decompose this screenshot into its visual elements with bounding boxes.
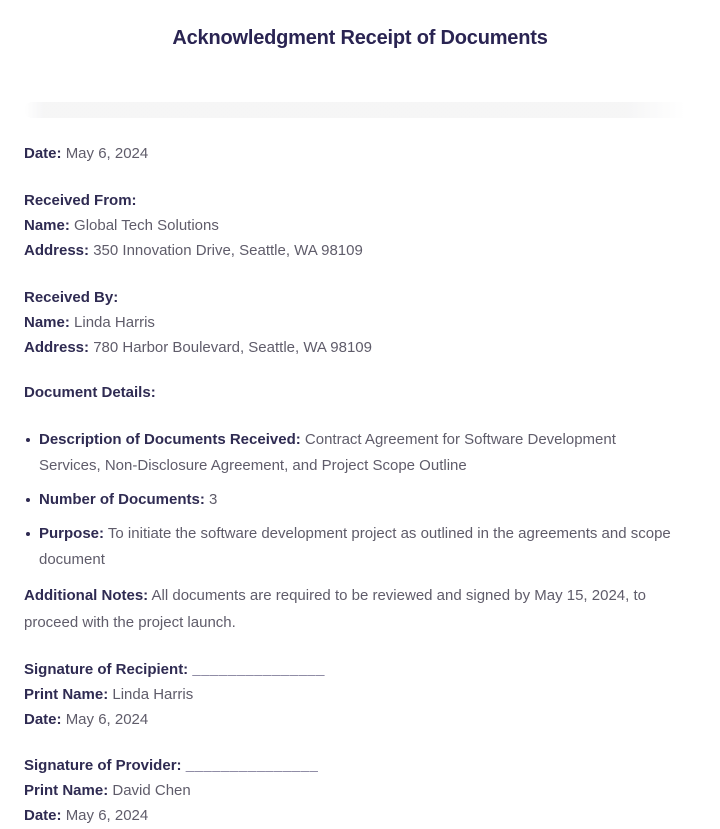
recipient-print-name-label: Print Name:: [24, 686, 109, 703]
date-line: [24, 141, 694, 166]
number-label: Number of Documents:: [39, 491, 205, 508]
description-value: Contract Agreement for Software Development Services, Non-Disclosure Agreement, and Project Scope Outline: [39, 431, 616, 474]
list-item-description: [24, 427, 679, 479]
received-from-address-value: 350 Innovation Drive, Seattle, WA 98109: [93, 242, 363, 259]
list-item-purpose: [24, 521, 679, 573]
received-from-address-line: [24, 238, 694, 263]
received-by-heading-label: Received By:: [24, 289, 119, 306]
additional-notes-value: All documents are required to be reviewed and signed by May 15, 2024, to proceed with the project launch.: [24, 587, 646, 631]
bullet-icon: [26, 438, 30, 442]
divider-band: [24, 102, 692, 118]
received-by-name-value: Linda Harris: [74, 314, 155, 331]
recipient-signature-blank: _______________: [192, 661, 325, 678]
received-from-heading-label: Received From:: [24, 192, 137, 209]
purpose-value: To initiate the software development project as outlined in the agreements and scope document: [39, 525, 671, 568]
received-by-name-label: Name:: [24, 314, 70, 331]
provider-signature-blank: _______________: [185, 757, 319, 774]
provider-date-line: [24, 803, 694, 828]
recipient-print-name-line: [24, 682, 694, 707]
received-by-address-value: 780 Harbor Boulevard, Seattle, WA 98109: [93, 339, 372, 356]
received-by-address-label: Address:: [24, 339, 90, 356]
provider-print-name-value: David Chen: [112, 782, 191, 799]
additional-notes-label: Additional Notes:: [24, 587, 149, 604]
number-value: 3: [209, 491, 218, 508]
provider-signature-section: [24, 753, 696, 828]
received-by-section: [24, 285, 696, 360]
description-label: Description of Documents Received:: [39, 431, 301, 448]
provider-print-name-line: [24, 778, 694, 803]
provider-signature-line: [24, 753, 694, 778]
page-title: Acknowledgment Receipt of Documents: [172, 27, 548, 49]
document-details-heading: [24, 380, 694, 405]
additional-notes: [24, 583, 689, 636]
received-by-address-line: [24, 335, 694, 360]
purpose-label: Purpose:: [39, 525, 105, 542]
bullet-icon: [26, 498, 30, 502]
received-by-name-line: [24, 310, 694, 335]
recipient-print-name-value: Linda Harris: [112, 686, 194, 703]
date-value: May 6, 2024: [65, 145, 149, 162]
provider-date-value: May 6, 2024: [65, 807, 149, 824]
received-from-name-line: [24, 213, 694, 238]
provider-print-name-label: Print Name:: [24, 782, 109, 799]
recipient-date-value: May 6, 2024: [65, 711, 149, 728]
recipient-date-line: [24, 707, 694, 732]
list-item-number: [24, 487, 679, 513]
recipient-signature-label: Signature of Recipient:: [24, 661, 189, 678]
provider-date-label: Date:: [24, 807, 62, 824]
received-from-section: [24, 188, 696, 263]
date-label: Date:: [24, 145, 62, 162]
provider-signature-label: Signature of Provider:: [24, 757, 182, 774]
recipient-date-label: Date:: [24, 711, 62, 728]
recipient-signature-line: [24, 657, 694, 682]
document-details-list: [24, 427, 696, 573]
received-from-address-label: Address:: [24, 242, 90, 259]
received-from-name-value: Global Tech Solutions: [74, 217, 219, 234]
recipient-signature-section: [24, 657, 696, 732]
received-by-heading: [24, 285, 694, 310]
received-from-heading: [24, 188, 694, 213]
bullet-icon: [26, 532, 30, 536]
document-details-heading-label: Document Details:: [24, 384, 156, 401]
received-from-name-label: Name:: [24, 217, 70, 234]
